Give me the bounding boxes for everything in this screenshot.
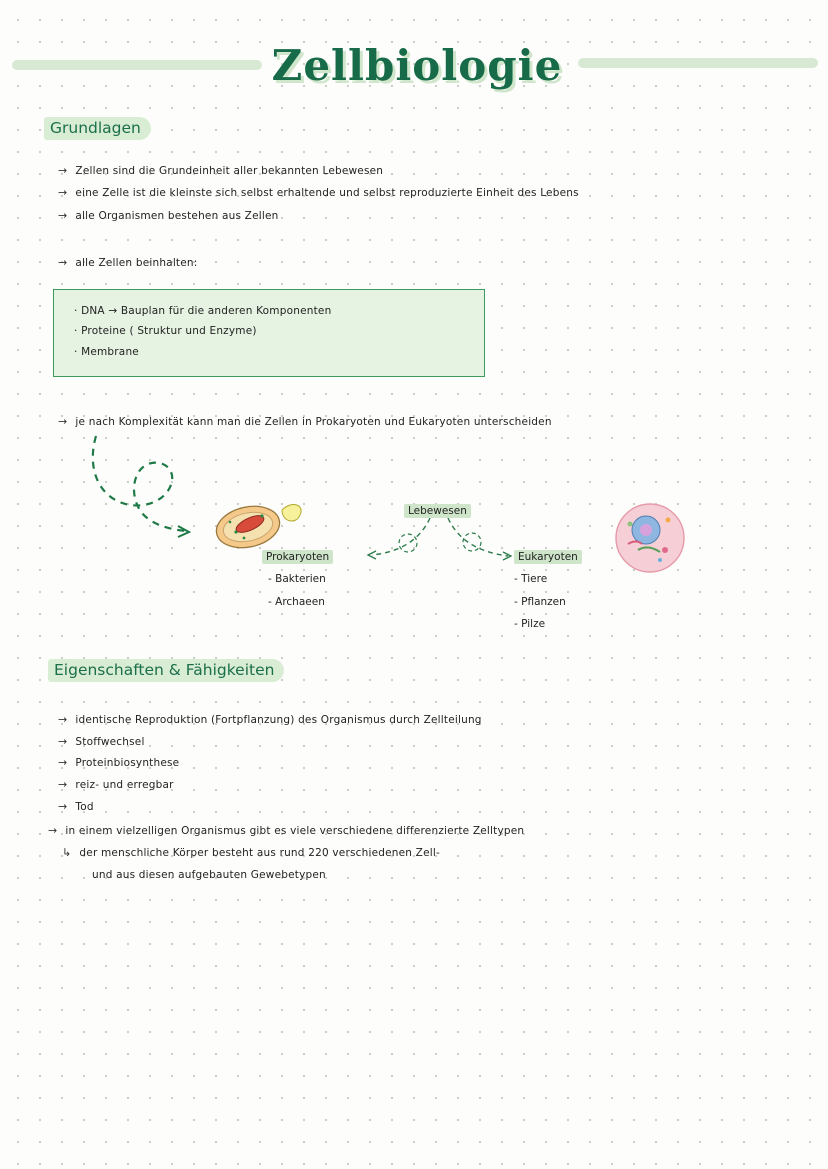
grundlagen-line-2: → eine Zelle ist die kleinste sich selbst erhaltende und selbst reproduzierte Einheit des Lebens xyxy=(58,186,579,199)
arrow-icon: → xyxy=(58,800,68,813)
box-item-membrane: · Membrane xyxy=(74,346,139,358)
eigenschaften-line-4: → reiz- und erregbar xyxy=(58,778,174,791)
arrow-icon: → xyxy=(58,713,68,726)
eukaryote-cell-icon xyxy=(616,504,684,572)
eigenschaften-line-3: → Proteinbiosynthese xyxy=(58,756,180,769)
arrow-icon: → xyxy=(58,256,68,269)
arrow-icon: → xyxy=(58,186,68,199)
branch-right xyxy=(448,518,508,556)
komplexitaet-line: → je nach Komplexität kann man die Zellen in Prokaryoten und Eukaryoten unterscheiden xyxy=(58,415,552,428)
alle-zellen-line: → alle Zellen beinhalten: xyxy=(58,256,198,269)
arrow-icon: → xyxy=(48,824,58,837)
box-item-dna: · DNA → Bauplan für die anderen Komponenten xyxy=(74,305,332,317)
grundlagen-line-1: → Zellen sind die Grundeinheit aller bekannten Lebewesen xyxy=(58,164,384,177)
arrow-icon: → xyxy=(58,756,68,769)
prokaryoten-label: Prokaryoten xyxy=(262,550,333,564)
eigenschaften-line-6: → in einem vielzelligen Organismus gibt es viele verschiedene differenzierte Zelltypen xyxy=(48,824,525,837)
return-arrow-icon: ↳ xyxy=(62,846,72,859)
eukaryoten-item-tiere: - Tiere xyxy=(514,573,548,585)
prokaryoten-item-archaeen: - Archaeen xyxy=(268,596,325,608)
arrow-icon: → xyxy=(58,735,68,748)
eukaryoten-item-pflanzen: - Pflanzen xyxy=(514,596,566,608)
loop-arrow xyxy=(93,436,186,531)
sub-note-line-1: ↳ der menschliche Körper besteht aus rund 220 verschiedenen Zell- xyxy=(62,846,440,859)
diagram-root-label: Lebewesen xyxy=(404,504,471,518)
section-grundlagen: Grundlagen xyxy=(44,117,151,140)
sub-note-line-2: und aus diesen aufgebauten Gewebetypen xyxy=(92,869,326,881)
section-eigenschaften: Eigenschaften & Fähigkeiten xyxy=(48,659,284,682)
arrow-icon: → xyxy=(58,164,68,177)
grundlagen-line-3: → alle Organismen bestehen aus Zellen xyxy=(58,209,279,222)
box-item-proteine: · Proteine ( Struktur und Enzyme) xyxy=(74,325,257,337)
eigenschaften-line-2: → Stoffwechsel xyxy=(58,735,145,748)
page-title: Zellbiologie xyxy=(271,41,563,90)
eigenschaften-line-5: → Tod xyxy=(58,800,94,813)
arrow-icon: → xyxy=(58,778,68,791)
arrow-icon: → xyxy=(58,415,68,428)
eigenschaften-line-1: → identische Reproduktion (Fortpflanzung) des Organismus durch Zellteilung xyxy=(58,713,482,726)
prokaryote-cell-icon xyxy=(213,501,302,553)
eukaryoten-item-pilze: - Pilze xyxy=(514,618,546,630)
arrow-icon: → xyxy=(58,209,68,222)
eukaryoten-label: Eukaryoten xyxy=(514,550,582,564)
prokaryoten-item-bakterien: - Bakterien xyxy=(268,573,326,585)
